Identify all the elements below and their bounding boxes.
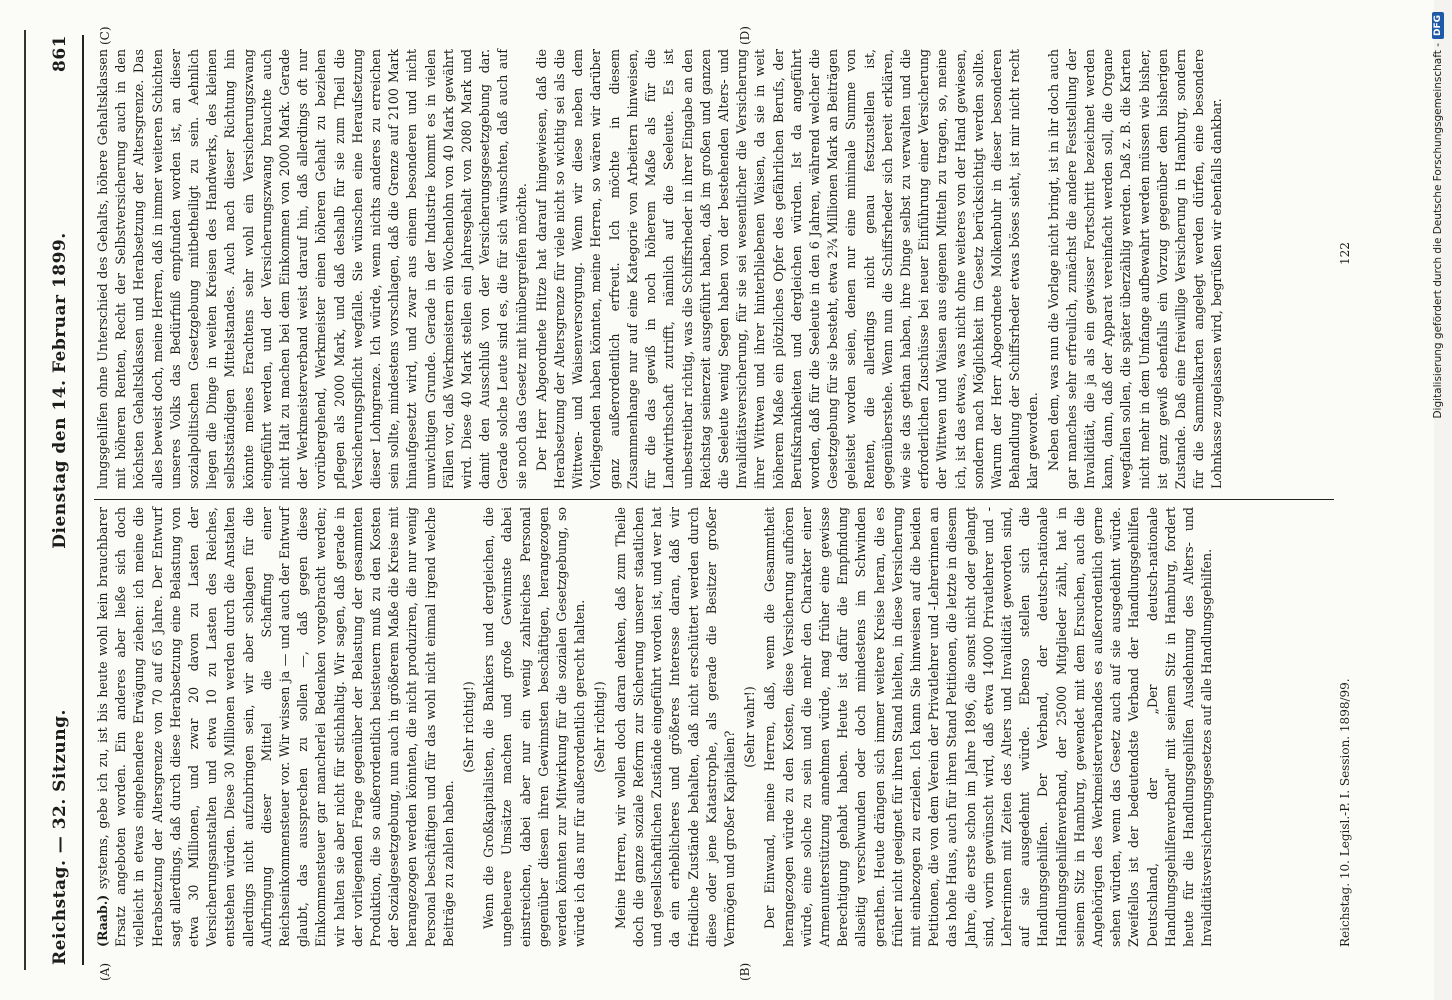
interjection: (Sehr richtig!) bbox=[592, 681, 608, 773]
speaker-name: (Raab.) bbox=[95, 894, 110, 947]
digitization-credit bbox=[1402, 12, 1444, 912]
margin-marker-d: (D) bbox=[738, 26, 752, 45]
rotated-page-content bbox=[38, 26, 1388, 981]
dfg-logo: DFG bbox=[1432, 12, 1444, 39]
interjection: (Sehr wahr!) bbox=[742, 686, 758, 768]
paragraph: Neben dem, was nun die Vorlage nicht bringt, ist in ihr doch auch gar manches sehr erfreulich, zunächst die andere Feststellung der Invalidität, die ja als ein gewisser Fortschritt bezeichnet werden kann, dann, daß der Apparat vereinfacht werden soll, die Organe wegfallen sollen, die später überzählig werden. Daß z. B. die Karten nicht mehr in dem Umfange aufbewahrt werden müssen wie bisher, ist ganz gewiß ebenfalls ein Vorzug gegenüber dem bisherigen Zustande. Daß eine freiwillige Versicherung in Hamburg, sondern für die Sammelkarten angelegt werden dürfen, eine besondere Lohnkasse zugelassen wird, begrüßen wir ebenfalls dankbar. bbox=[1045, 49, 1225, 489]
page-header bbox=[38, 35, 84, 965]
paragraph: Wenn die Großkapitalisten, die Bankiers und dergleichen, die ungeheuere Umsätze machen und große Gewinnste dabei einstreichen, dabei aber nur ein wenig zahlreiches Personal gegenüber diesen ihren Gewinnsten beschäftigen, herangezogen werden könnten zur Mitwirkung für die sozialen Gesetzgebung, so würde ich das nur für außerordentlich gerecht halten. bbox=[481, 507, 588, 947]
credit-text: Digitalisierung gefördert durch die Deutsche Forschungsgemeinschaft - bbox=[1432, 43, 1444, 419]
header-date: Dienstag den 14. Februar 1899. bbox=[50, 232, 70, 549]
footer-source: Reichstag. 10. Legisl.-P. I. Session. 1898/99. bbox=[1338, 678, 1352, 947]
paragraph: Der Herr Abgeordnete Hitze hat darauf hingewiesen, daß die Herabsetzung der Altersgrenze für viele nicht so wichtig sei als die Wittwen- und Waisenversorgung. Wenn wir diese neben dem Vorliegenden haben könnten, meine Herren, so wären wir darüber ganz außerordentlich erfreut. Ich möchte in diesem Zusammenhange nur auf eine Kategorie von Arbeitern hinweisen, für die das gewiß in noch höherem Maße als für die Landwirthschaft zutrifft, nämlich auf die Seeleute. Es ist unbestreitbar richtig, was die Schiffsrheder in ihrer Eingabe an den Reichstag seinerzeit ausgeführt haben, daß im großen und ganzen die Seeleute wenig Segen haben von der bestehenden Alters- und Invaliditätsversicherung, für sie sei wesentlicher die Versicherung ihrer Wittwen und ihrer hinterbliebenen Waisen, da sie in weit höherem Maße ein plötzliches Opfer des gefährlichen Berufs, der Berufskrankheiten und dergleichen würden. Ist da angeführt worden, daß für die Seeleute in den 6 Jahren, während welcher die Gesetzgebung für sie besteht, etwa 2¾ Millionen Mark an Beiträgen geleistet worden seien, denen nur eine minimale Summe von Renten, die allerdings nicht genau festzustellen ist, gegenüberstehe. Wenn nun die Schiffsrheder sich bereit erklären, wie sie das gethan haben, ihre Dinge selbst zu verwalten und die erforderlichen Zuschüsse bei neuer Einführung einer Versicherung der Wittwen und Waisen aus eigenen Mitteln zu tragen, so, meine ich, ist das etwas, was nicht ohne weiteres von der Hand gewiesen, sondern nach Möglichkeit im Gesetz berücksichtigt werden sollte. Warum der Herr Abgeordnete Molkenbuhr in dieser besonderen Behandlung der Schiffsrheder etwas böses sieht, ist mir nicht recht klar geworden. bbox=[533, 49, 1041, 489]
paragraph: Meine Herren, wir wollen doch daran denken, daß zum Theile doch die ganze soziale Reform zur Sicherung unserer staatlichen und gesellschaftlichen Zustände eingeführt worden ist, und wer hat da ein erheblicheres und größeres Interesse daran, daß wir friedliche Zustände behalten, daß nicht erschüttert werden durch diese oder jene Katastrophe, als gerade die Besitzer großer Vermögen und großer Kapitalien? bbox=[612, 507, 737, 947]
margin-marker-b: (B) bbox=[738, 962, 752, 981]
page-number: 861 bbox=[50, 35, 70, 72]
left-column bbox=[94, 507, 1334, 947]
margin-marker-a: (A) bbox=[98, 962, 112, 981]
binding-rule bbox=[24, 30, 26, 970]
right-column bbox=[94, 49, 1334, 489]
interjection: (Sehr richtig!) bbox=[461, 681, 477, 773]
margin-marker-c: (C) bbox=[98, 26, 112, 45]
paragraph: (Raab.) systems, gebe ich zu, ist bis heute wohl kein brauchbarer Ersatz angeboten worden. Ein anderes aber ließe sich doch vielleicht in etwas eingehendere Erwägung ziehen: ich meine die Herabsetzung der Altersgrenze von 70 auf 65 Jahre. Der Entwurf sagt allerdings, daß durch diese Herabsetzung eine Belastung von etwa 30 Millionen, und zwar 20 davon zu Lasten der Versicherungsanstalten und etwa 10 zu Lasten des Reiches, entstehen würden. Diese 30 Millionen werden durch die Anstalten allerdings nicht aufzubringen sein, wir aber schlagen für die Aufbringung dieser Mittel die Schaffung einer Reichseinkommensteuer vor. Wir wissen ja — und auch der Entwurf glaubt, das aussprechen zu sollen —, daß gegen diese Einkommensteuer gar mancherlei Bedenken vorgebracht werden; wir halten sie aber nicht für stichhaltig. Wir sagen, daß gerade in der vorliegenden Frage gegenüber der Belastung der gesammten Produktion, die so außerordentlich beisteuern muß zu den Kosten der Sozialgesetzgebung, nun auch in größerem Maße die Kreise mit herangezogen werden könnten, die nicht produziren, die nur wenig Personal beschäftigen und für das wohl nicht einmal irgend welche Beiträge zu zahlen haben. bbox=[95, 507, 456, 947]
paragraph: lungsgehilfen ohne Unterschied des Gehalts, höhere Gehaltsklassen mit höheren Renten, Recht der Selbstversicherung auch in den höchsten Gehaltsklassen und Herabsetzung der Altersgrenze. Das alles beweist doch, meine Herren, daß in immer weiteren Schichten unseres Volks das Bedürfniß empfunden worden ist, an dieser sozialpolitischen Gesetzgebung mitbetheiligt zu sein. Aehnlich liegen die Dinge in weiten Kreisen des Handwerks, des kleinen selbstständigen Mittelstandes. Auch nach dieser Richtung hin könnte meines Erachtens sehr wohl ein Versicherungszwang eingeführt werden, und der Versicherungszwang brauchte auch nicht Halt zu machen bei dem Einkommen von 2000 Mark. Gerade der Werkmeisterverband weist darauf hin, daß allerdings oft nur vorübergehend, Werkmeister einen höheren Gehalt zu beziehen pflegen als 2000 Mark, und daß deshalb für sie zum Theil die Versicherungspflicht wegfalle. Sie wünschen eine Heraufsetzung dieser Lohngrenze. Ich würde, wenn nichts anderes zu erreichen sein sollte, mindestens vorschlagen, daß die Grenze auf 2100 Mark hinaufgesetzt wird, und zwar aus einem besonderen und nicht unwichtigen Grunde. Gerade in der Industrie kommt es in vielen Fällen vor, daß Werkmeistern ein Wochenlohn von 40 Mark gewährt wird. Diese 40 Mark stellen ein Jahresgehalt von 2080 Mark und damit den Ausschluß von der Versicherungsgesetzgebung dar. Gerade solche Leute sind es, die für sich wünschten, daß auch auf sie noch das Gesetz mit hinübergreifen möchte. bbox=[95, 49, 529, 489]
column-divider bbox=[94, 499, 1334, 500]
footer-sheet-number: 122 bbox=[1338, 242, 1352, 265]
header-left: Reichstag. — 32. Sitzung. bbox=[50, 709, 70, 965]
paragraph: Der Einwand, meine Herren, daß, wenn die Gesammtheit herangezogen würde zu den Kosten, diese Versicherung aufhören würde, eine solche zu sein und die mehr den Charakter einer Armenunterstützung annehmen würde, mag früher eine gewisse Berechtigung gehabt haben. Heute ist dafür die Empfindung allseitig verschwunden oder doch mindestens im Schwinden gerathen. Heute drängen sich immer weitere Kreise heran, die es früher nicht geeignet für ihren Stand hielten, in diese Versicherung mit einbezogen zu erzielen. Ich kann Sie hinweisen auf die beiden Petitionen, die von dem Verein der Privatlehrer und -Lehrerinnen an das hohe Haus, auch für ihren Stand Petitionen, die letzte in diesem Jahre, die erste schon im Jahre 1896, die sonst nicht oder gelangt sind, worin gewünscht wird, daß etwa 14000 Privatlehrer und -Lehrerinnen mit Zeiten des Alters und Invalidität geworden sind, auf sie ausgedehnt würde. Ebenso stellen sich die Handlungsgehilfen. Der Verband, der deutsch-nationale Handlungsgehilfenverband, der 25000 Mitglieder zählt, hat in seinem Sitz in Hamburg, gewendet mit dem Ersuchen, auch die Angehörigen des Werkmeisterverbandes es außerordentlich gerne sehen würden, wenn das Gesetz auch auf sie ausgedehnt würde. Zweifellos ist der bedeutendste Verband der Handlungsgehilfen Deutschland, der „Der deutsch-nationale Handlungsgehilfenverband" mit seinem Sitz in Hamburg, fordert heute für die Handlungsgehilfen Ausdehnung des Alters- und Invaliditätsversicherungsgesetzes auf alle Handlungsgehilfen. bbox=[762, 507, 1215, 947]
